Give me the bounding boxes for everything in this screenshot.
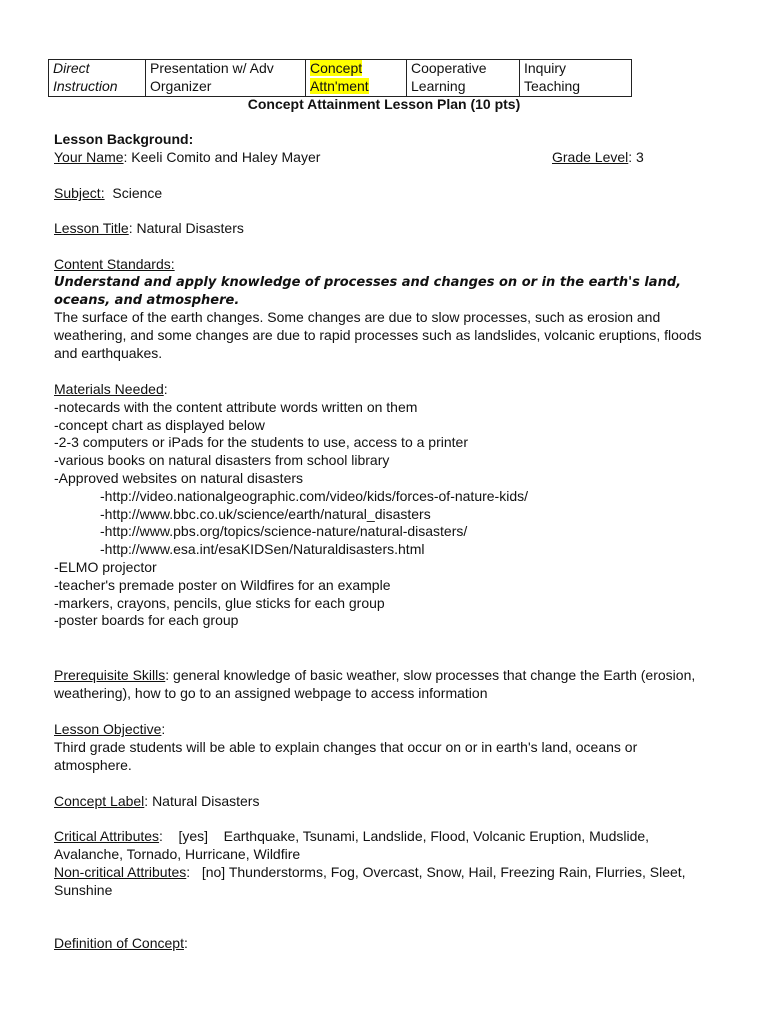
model-cooperative-learning: Cooperative Learning xyxy=(407,60,520,97)
objective-value: Third grade students will be able to explain changes that occur on or in earth's land, oceans or atmosphere. xyxy=(54,738,638,773)
lesson-title-label: Lesson Title xyxy=(54,220,129,236)
highlighted-label: Concept Attn'ment xyxy=(310,60,369,94)
materials-item: -various books on natural disasters from school library xyxy=(54,452,390,469)
concept-label-label: Concept Label xyxy=(54,793,145,809)
materials-item: -ELMO projector xyxy=(54,558,157,575)
concept-label-line xyxy=(54,793,714,811)
teaching-models-table xyxy=(48,59,632,97)
content-standards-label: Content Standards: xyxy=(54,256,175,272)
materials-item: -notecards with the content attribute words written on them xyxy=(54,398,418,415)
subject-line xyxy=(54,185,714,203)
noncritical-label: Non-critical Attributes xyxy=(54,864,187,880)
noncritical-value: : [no] Thunderstorms, Fog, Overcast, Snow, Hail, Freezing Rain, Flurries, Sleet, Sunshine xyxy=(54,864,690,898)
content-standards-bold: Understand and apply knowledge of processes and changes on or in the earth's land, oceans, and atmosphere. xyxy=(54,274,682,308)
lesson-title-line xyxy=(54,220,714,238)
page-title: Concept Attainment Lesson Plan (10 pts) xyxy=(247,96,521,112)
materials-section xyxy=(54,381,714,630)
model-concept-attainment xyxy=(306,60,407,97)
grade-line xyxy=(552,149,644,165)
model-direct-instruction: Direct Instruction xyxy=(49,60,146,97)
model-inquiry-teaching: Inquiry Teaching xyxy=(520,60,632,97)
materials-item: -teacher's premade poster on Wildfires for an example xyxy=(54,576,391,593)
grade-value: : 3 xyxy=(628,149,644,165)
content-standards-section xyxy=(54,256,714,363)
name-label: Your Name xyxy=(54,149,124,165)
critical-value: : [yes] Earthquake, Tsunami, Landslide, Flood, Volcanic Eruption, Mudslide, Avalanche, Tornado, Hurricane, Wildfire xyxy=(54,828,653,862)
concept-label-value: : Natural Disasters xyxy=(144,793,260,809)
prereq-value: : general knowledge of basic weather, slow processes that change the Earth (erosion, weathering), how to go to an assigned webpage to access information xyxy=(54,667,696,701)
objective-section xyxy=(54,721,714,774)
materials-item: -poster boards for each group xyxy=(54,612,239,629)
objective-colon: : xyxy=(161,721,166,737)
website-link[interactable]: -http://www.esa.int/esaKIDSen/Naturaldisasters.html xyxy=(100,541,425,558)
prerequisite-section xyxy=(54,667,714,703)
prereq-label: Prerequisite Skills xyxy=(54,667,166,683)
subject-value: Science xyxy=(104,185,163,201)
definition-line xyxy=(54,935,714,953)
materials-item: -markers, crayons, pencils, glue sticks for each group xyxy=(54,594,385,611)
materials-item: -Approved websites on natural disasters xyxy=(54,469,304,486)
objective-label: Lesson Objective xyxy=(54,721,162,737)
critical-label: Critical Attributes xyxy=(54,828,160,844)
definition-colon: : xyxy=(183,935,188,951)
materials-item: -2-3 computers or iPads for the students to use, access to a printer xyxy=(54,434,468,451)
critical-attributes-section xyxy=(54,828,714,864)
noncritical-attributes-section xyxy=(54,864,714,900)
lesson-title-value: : Natural Disasters xyxy=(128,220,244,236)
definition-label: Definition of Concept xyxy=(54,935,184,951)
background-heading: Lesson Background: xyxy=(54,131,194,147)
materials-label: Materials Needed xyxy=(54,381,164,397)
grade-label: Grade Level xyxy=(552,149,629,165)
website-link[interactable]: -http://www.pbs.org/topics/science-nature/natural-disasters/ xyxy=(100,523,468,540)
name-value: : Keeli Comito and Haley Mayer xyxy=(123,149,321,165)
materials-colon: : xyxy=(163,381,168,397)
model-presentation: Presentation w/ Adv Organizer xyxy=(146,60,306,97)
materials-item: -concept chart as displayed below xyxy=(54,416,265,433)
website-link[interactable]: -http://video.nationalgeographic.com/video/kids/forces-of-nature-kids/ xyxy=(100,487,528,504)
content-standards-text: The surface of the earth changes. Some changes are due to slow processes, such as erosion and weathering, and some changes are due to rapid processes such as landslides, volcanic eruptions, floods and earthquakes. xyxy=(54,309,702,361)
subject-label: Subject: xyxy=(54,185,105,201)
website-link[interactable]: -http://www.bbc.co.uk/science/earth/natural_disasters xyxy=(100,505,431,522)
